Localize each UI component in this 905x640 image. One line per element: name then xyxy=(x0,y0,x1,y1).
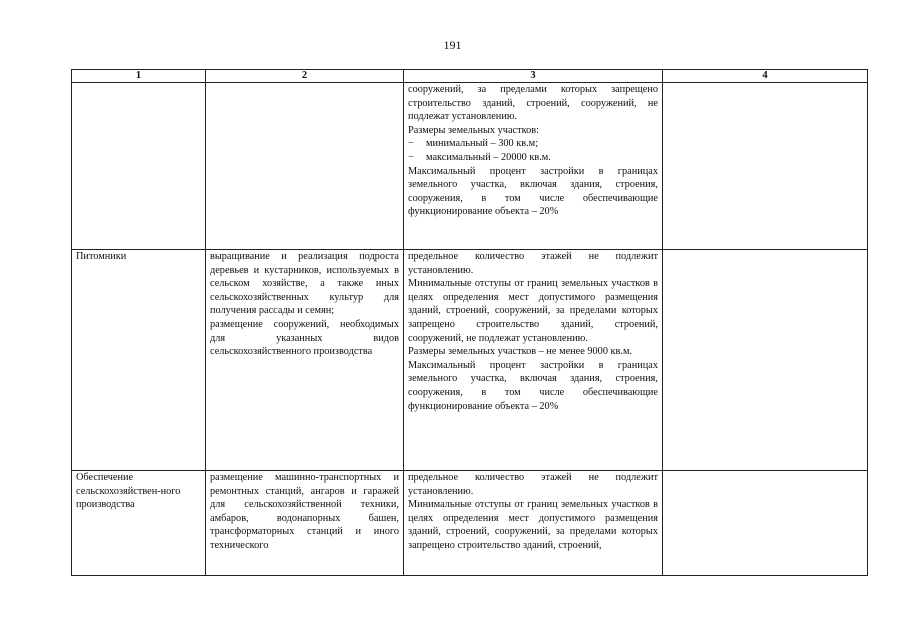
cell-parameters xyxy=(404,250,663,471)
cell-activity xyxy=(72,471,206,576)
build-percent-text: Максимальный процент застройки в границах земельного участка, включая здания, строения, сооружения, в том числе обеспечивающие функционирование объекта – 20% xyxy=(408,165,658,218)
cell-notes xyxy=(663,250,868,471)
description-part-2: размещение сооружений, необходимых для указанных видов сельскохозяйственного производства xyxy=(210,318,399,358)
cell-activity xyxy=(72,83,206,250)
description-text: размещение машинно-транспортных и ремонтных станций, ангаров и гаражей для сельскохозяйственной техники, амбаров, водонапорных башен, трансформаторных станций и иного технического xyxy=(210,472,399,551)
dash-bullet: − xyxy=(408,151,414,163)
sizes-title: Размеры земельных участков: xyxy=(408,124,539,136)
cell-description xyxy=(206,250,404,471)
column-header-2: 2 xyxy=(206,70,404,83)
table-row-continuation xyxy=(72,83,868,250)
activity-text: Обеспечение сельскохозяйствен-ного производства xyxy=(76,472,181,511)
description-part-1: выращивание и реализация подроста деревьев и кустарников, используемых в сельском хозяйстве, а также иных сельскохозяйственных культур для получения рассады и семян; xyxy=(210,251,399,317)
page-number: 191 xyxy=(443,38,462,52)
cell-activity: Питомники xyxy=(72,250,206,471)
setbacks-text: Минимальные отступы от границ земельных участков в целях определения мест допустимого размещения зданий, строений, сооружений, за пределами которых запрещено строительство зданий, строений, xyxy=(408,499,658,551)
cell-notes xyxy=(663,83,868,250)
cell-parameters xyxy=(404,471,663,576)
cell-parameters xyxy=(404,83,663,250)
table-row-pitomniki xyxy=(72,250,868,471)
plot-size-text: Размеры земельных участков – не менее 9000 кв.м. xyxy=(408,346,633,358)
table-header-row xyxy=(72,70,868,83)
parameters-text: сооружений, за пределами которых запрещено строительство зданий, строений, сооружений, не подлежат установлению. xyxy=(408,84,658,123)
parameters-clip xyxy=(408,471,658,575)
column-header-1: 1 xyxy=(72,70,206,83)
regulations-table xyxy=(71,69,868,576)
floors-text: предельное количество этажей не подлежит установлению. xyxy=(408,472,658,497)
cell-notes xyxy=(663,471,868,576)
dash-bullet: − xyxy=(408,138,414,150)
size-max-text: максимальный – 20000 кв.м. xyxy=(426,151,551,163)
size-min-item xyxy=(408,137,658,151)
column-header-3: 3 xyxy=(404,70,663,83)
table-row-obespechenie xyxy=(72,471,868,576)
build-percent-text: Максимальный процент застройки в границах земельного участка, включая здания, строения, сооружения, в том числе обеспечивающие функционирование объекта – 20% xyxy=(408,359,658,412)
cell-description xyxy=(206,83,404,250)
cell-description xyxy=(206,471,404,576)
setbacks-text: Минимальные отступы от границ земельных участков в целях определения мест допустимого размещения зданий, строений, сооружений, за пределами которых запрещено строительство зданий, строений, сооружений, не подлежат установлению. xyxy=(408,278,658,344)
size-min-text: минимальный – 300 кв.м; xyxy=(426,138,539,150)
column-header-4: 4 xyxy=(663,70,868,83)
size-max-item xyxy=(408,151,658,165)
floors-text: предельное количество этажей не подлежит установлению. xyxy=(408,251,658,276)
